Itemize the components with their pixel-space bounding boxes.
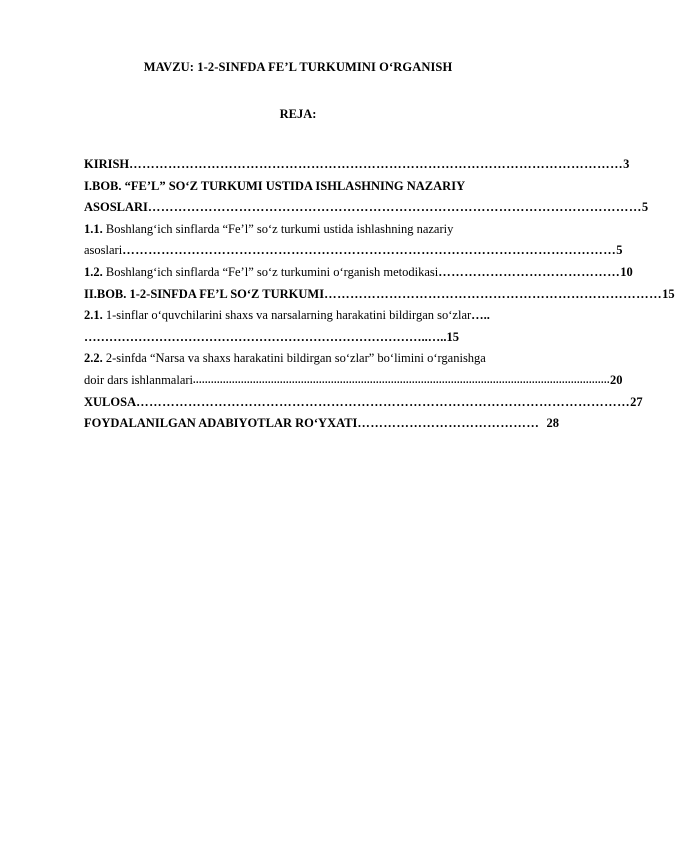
toc-leader-dots: …………………………………… [357,416,540,431]
toc-leader-dots: ….. [471,308,490,323]
toc-page: 27 [630,394,643,409]
toc-entry-2-2-line2 [84,370,623,392]
toc-text: asoslari [84,243,123,258]
document-title: MAVZU: 1-2-SINFDA FE’L TURKUMINI O‘RGANISH [143,60,453,74]
toc-entry-bob1-line1: I.BOB. “FE’L” SO‘Z TURKUMI USTIDA ISHLASHNING NAZARIY [84,178,466,193]
toc-leader-dots: …………………………………………………………………………………………………… [147,200,642,215]
toc-page: 10 [620,264,633,279]
toc-page: 5 [616,243,623,258]
toc-leader-dots: …………………………………… [438,264,621,279]
table-of-contents [84,154,675,435]
toc-leader-dots: ........................................................................................................................................... [193,374,610,386]
toc-leader-dots: …………………………………………………………………………………………………… [136,394,631,409]
toc-number: 2.2. [84,351,103,366]
toc-text: doir dars ishlanmalari [84,372,193,387]
toc-text: 2-sinfda “Narsa va shaxs harakatini bildirgan so‘zlar” bo‘limini o‘rganishga [102,351,486,366]
plan-heading: REJA: [279,107,317,121]
toc-number: 1.1. [84,221,103,236]
toc-entry-1-1-line2 [84,240,623,262]
toc-entry-1-2 [84,262,633,284]
toc-text: Boshlang‘ich sinflarda “Fe’l” so‘z turkumi ustida ishlashning nazariy [102,221,454,236]
toc-label: ASOSLARI [84,200,148,215]
toc-leader-dots: …………………………………………………………………………………………………… [122,243,617,258]
toc-leader-dots: …………………………………………………………………… [324,286,663,301]
toc-entry-bob2 [84,284,675,306]
toc-leader-dots: …………………………………………………………………………………………………… [129,157,624,171]
toc-entry-adabiyot [84,413,559,435]
toc-page: 20 [610,372,623,387]
toc-text: Boshlang‘ich sinflarda “Fe’l” so‘z turkumini o‘rganish metodikasi [102,264,439,279]
toc-leader-dots: ………………………………………………………………………..….. [84,329,447,344]
toc-entry-2-2-line1 [84,348,559,370]
toc-label: KIRISH [84,157,130,171]
toc-number: 1.2. [84,264,103,279]
toc-page: 28 [546,416,559,431]
toc-entry-2-1-line2 [84,327,559,349]
toc-entry-xulosa [84,392,643,414]
toc-label: FOYDALANILGAN ADABIYOTLAR RO‘YXATI [84,416,358,431]
toc-label: XULOSA [84,394,137,409]
toc-entry-2-1-line1 [84,305,559,327]
toc-entry-kirish [84,154,630,176]
toc-page: 5 [641,200,649,215]
toc-number: 2.1. [84,308,103,323]
toc-page: 3 [623,157,630,171]
toc-page: 15 [662,286,675,301]
toc-label: II.BOB. 1-2-SINFDA FE’L SO‘Z TURKUMI [84,286,325,301]
toc-text: 1-sinflar o‘quvchilarini shaxs va narsalarning harakatini bildirgan so‘zlar [102,308,472,323]
toc-page: 15 [446,329,459,344]
toc-entry-1-1-line1 [84,219,559,241]
toc-entry-bob1-line2 [84,197,649,219]
